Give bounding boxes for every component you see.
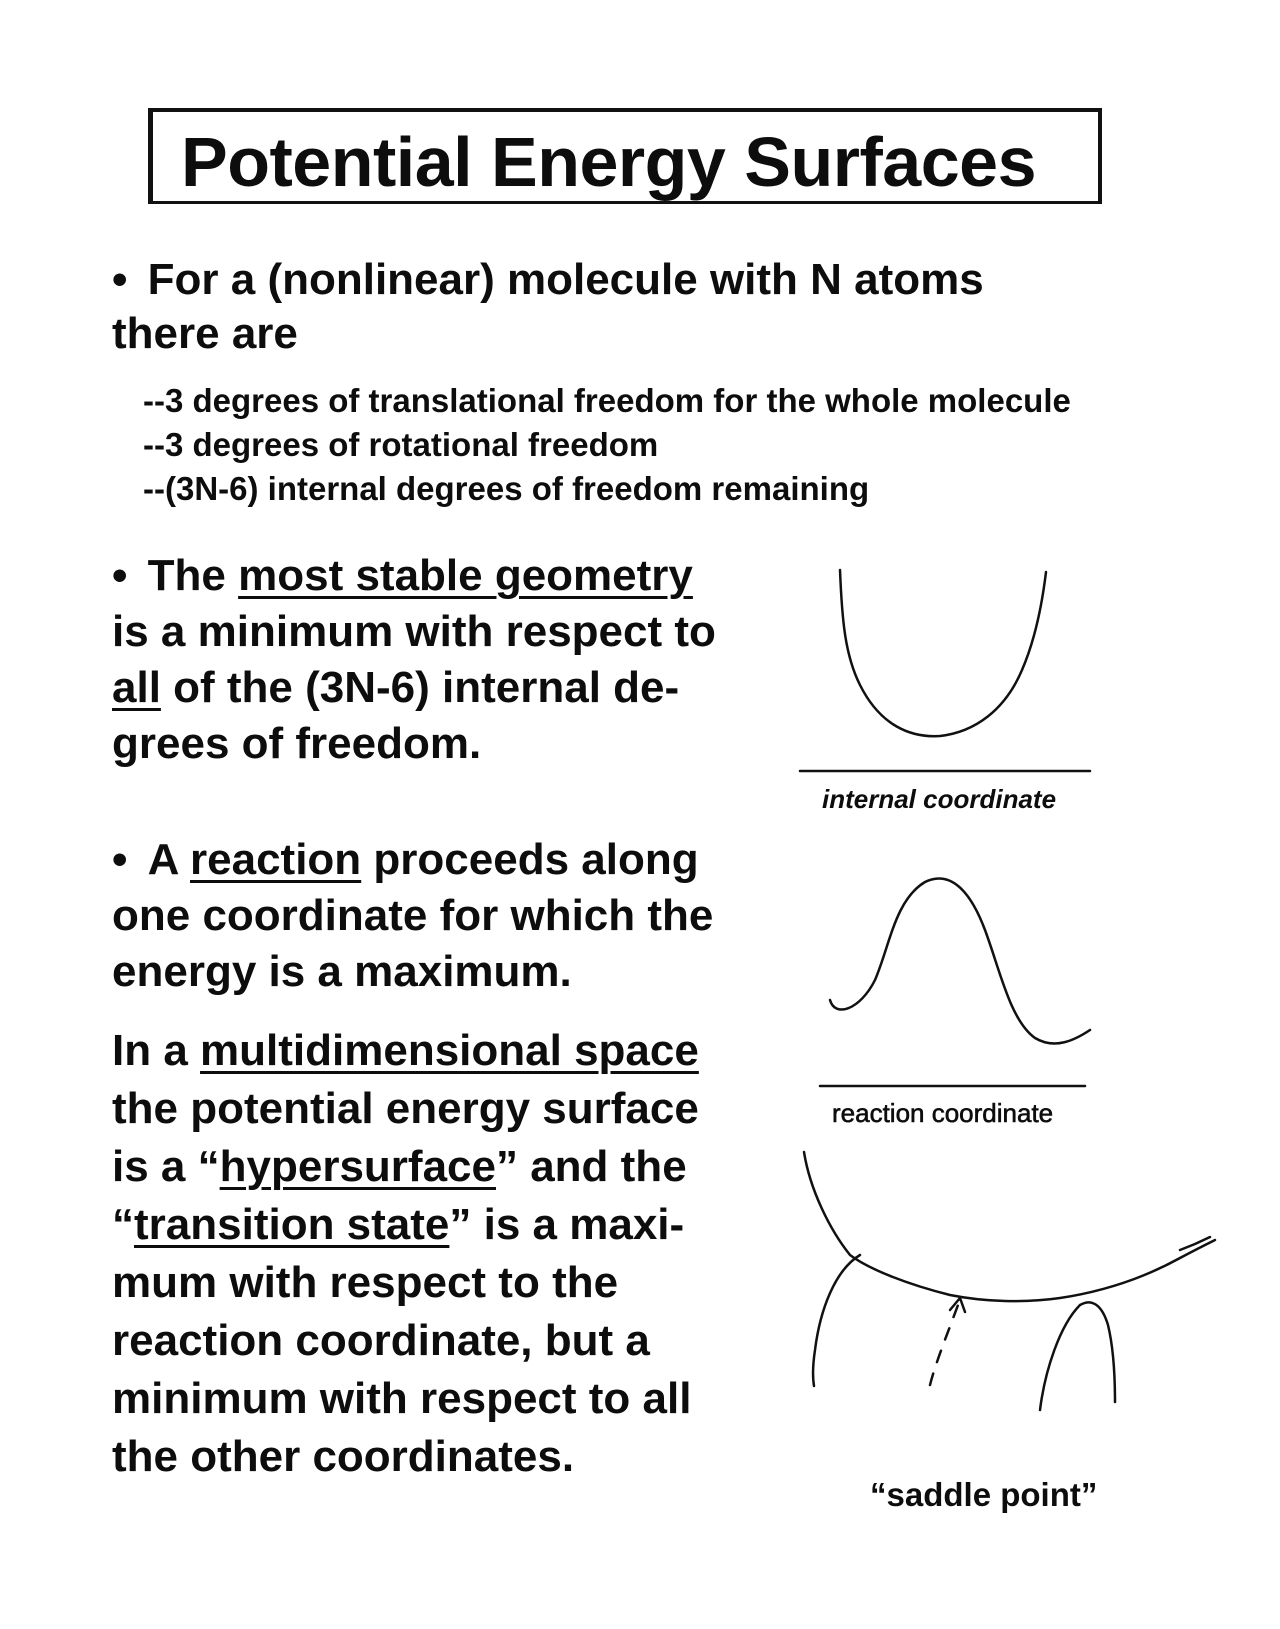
saddle-point-diagram	[800, 1140, 1260, 1420]
paragraph-line-5: mum with respect to the	[112, 1258, 619, 1307]
paragraph-line-3	[112, 1138, 687, 1196]
saddle-path-dashed	[930, 1305, 958, 1385]
paragraph-line-6: reaction coordinate, but a	[112, 1316, 650, 1365]
right-contour	[1040, 1302, 1115, 1410]
bullet-marker: •	[112, 551, 128, 600]
bullet-3-post: proceeds along	[361, 835, 699, 884]
internal-coordinate-caption: internal coordinate	[822, 784, 1057, 814]
bullet-1-text: For a (nonlinear) molecule with N atoms	[147, 255, 984, 304]
reaction-barrier-diagram	[820, 860, 1110, 1100]
bullet-2-line-4: grees of freedom.	[112, 719, 482, 768]
paragraph-line-7: minimum with respect to all	[112, 1374, 692, 1423]
sub-item-translational: --3 degrees of translational freedom for the whole molecule	[143, 382, 1071, 419]
bullet-2-line-3-rest: of the (3N-6) internal de-	[160, 663, 680, 712]
bullet-1-line-1	[112, 252, 984, 308]
bullet-3-line-3: energy is a maximum.	[112, 947, 572, 996]
paragraph-l3-pre: is a “	[112, 1142, 220, 1191]
paragraph-l4-post: ” is a maxi-	[449, 1200, 685, 1249]
all-text: all	[112, 663, 161, 712]
minimum-well-diagram	[790, 560, 1100, 780]
multidimensional-space-text: multidimensional space	[200, 1026, 699, 1075]
reaction-text: reaction	[190, 835, 362, 884]
bullet-3-pre: A	[147, 835, 191, 884]
sub-item-internal: --(3N-6) internal degrees of freedom remaining	[143, 470, 870, 507]
bullet-marker: •	[112, 255, 128, 304]
left-contour	[813, 1255, 860, 1386]
paragraph-line-2: the potential energy surface	[112, 1084, 699, 1133]
paragraph-l4-pre: “	[112, 1200, 134, 1249]
barrier-curve	[830, 879, 1090, 1044]
paragraph-l3-post: ” and the	[495, 1142, 687, 1191]
paragraph-line-4	[112, 1196, 684, 1254]
saddle-point-caption: “saddle point”	[870, 1476, 1098, 1513]
well-curve	[840, 570, 1046, 736]
bullet-1-line-2: there are	[112, 309, 298, 358]
page-title: Potential Energy Surfaces	[181, 123, 1037, 201]
bullet-2-line-1	[112, 548, 693, 604]
bullet-2-pre: The	[147, 551, 239, 600]
bullet-2-line-3	[112, 660, 679, 716]
transition-state-text: transition state	[134, 1200, 450, 1249]
sub-item-rotational: --3 degrees of rotational freedom	[143, 426, 659, 463]
paragraph-line-1	[112, 1022, 699, 1080]
reaction-coordinate-caption: reaction coordinate	[832, 1098, 1054, 1128]
bullet-3-line-1	[112, 832, 699, 888]
hypersurface-text: hypersurface	[219, 1142, 496, 1191]
title-box	[148, 108, 1102, 204]
most-stable-geometry-text: most stable geometry	[238, 551, 693, 600]
bullet-3-line-2: one coordinate for which the	[112, 891, 714, 940]
bullet-2-line-2: is a minimum with respect to	[112, 607, 716, 656]
paragraph-line-8: the other coordinates.	[112, 1432, 575, 1481]
paragraph-l1-pre: In a	[112, 1026, 201, 1075]
bullet-marker: •	[112, 835, 128, 884]
saddle-ridge-line	[804, 1152, 1215, 1301]
